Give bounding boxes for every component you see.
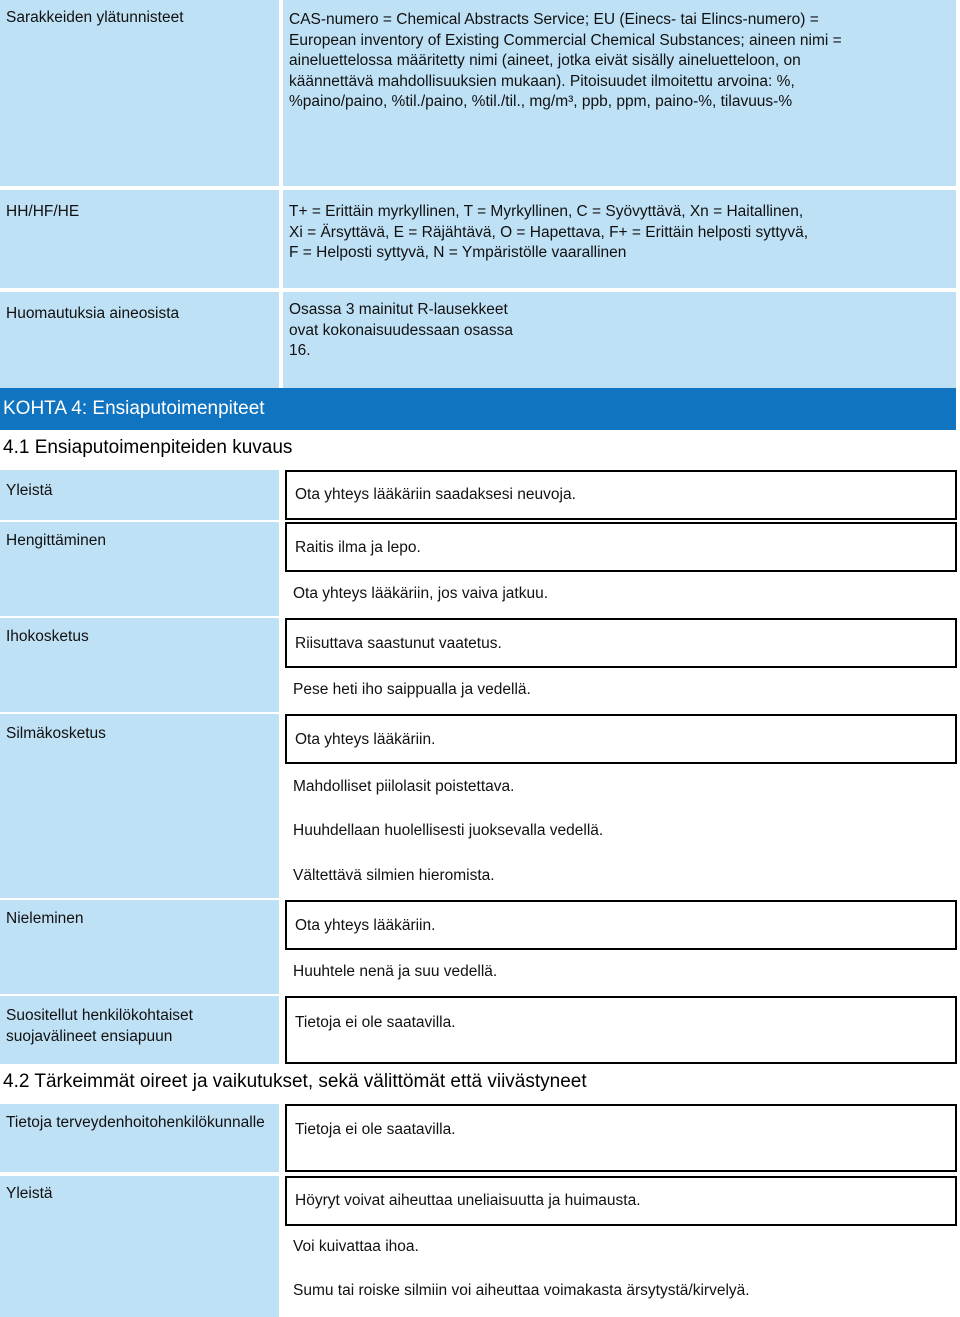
description-line: F = Helposti syttyvä, N = Ympäristölle vaarallinen bbox=[289, 244, 627, 261]
description-line: European inventory of Existing Commercial Chemical Substances; aineen nimi = bbox=[289, 31, 842, 49]
skin-contact-label: Ihokosketus bbox=[6, 628, 89, 645]
health-staff-info-label-cell bbox=[0, 1104, 279, 1172]
ingestion-box-1 bbox=[285, 900, 957, 950]
eye-contact-text-1: Ota yhteys lääkäriin. bbox=[295, 731, 436, 748]
symptoms-general-text-2: Voi kuivattaa ihoa. bbox=[293, 1238, 419, 1255]
health-staff-info-text: Tietoja ei ole saatavilla. bbox=[295, 1121, 456, 1138]
symptoms-general-box-1 bbox=[285, 1176, 957, 1226]
skin-contact-text-2: Pese heti iho saippualla ja vedellä. bbox=[293, 681, 531, 698]
first-aid-general-text: Ota yhteys lääkäriin saadaksesi neuvoja. bbox=[295, 486, 576, 503]
inhalation-label: Hengittäminen bbox=[6, 532, 106, 549]
ingestion-label: Nieleminen bbox=[6, 910, 84, 927]
symptoms-general-text-3: Sumu tai roiske silmiin voi aiheuttaa voimakasta ärsytystä/kirvelyä. bbox=[293, 1282, 750, 1299]
description-line: Xi = Ärsyttävä, E = Räjähtävä, O = Hapettava, F+ = Erittäin helposti syttyvä, bbox=[289, 223, 809, 241]
hazard-symbols-label-cell bbox=[0, 190, 279, 288]
eye-contact-text-2: Mahdolliset piilolasit poistettava. bbox=[293, 778, 515, 795]
inhalation-text-2: Ota yhteys lääkäriin, jos vaiva jatkuu. bbox=[293, 585, 549, 602]
symptoms-general-label: Yleistä bbox=[6, 1185, 53, 1202]
inhalation-box-1 bbox=[285, 522, 957, 572]
ingestion-row-2 bbox=[285, 958, 957, 987]
column-headers-description-cell bbox=[283, 0, 956, 186]
symptoms-general-row-2 bbox=[285, 1233, 957, 1262]
ingestion-label-cell bbox=[0, 900, 279, 994]
skin-contact-row-2 bbox=[285, 676, 957, 705]
section-4-header bbox=[0, 388, 956, 430]
first-aid-general-box bbox=[285, 470, 957, 520]
ingestion-text-2: Huuhtele nenä ja suu vedellä. bbox=[293, 963, 498, 980]
description-line: %paino/paino, %til./paino, %til./til., mg/m³, ppb, ppm, paino-%, tilavuus-% bbox=[289, 93, 793, 110]
subsection-4-1-title: 4.1 Ensiaputoimenpiteiden kuvaus bbox=[3, 437, 293, 458]
description-line: käännettävä mahdollisuuksien mukaan). Pitoisuudet ilmoitettu arvoina: %, bbox=[289, 72, 795, 90]
eye-contact-row-3 bbox=[285, 817, 957, 846]
subsection-4-2-title: 4.2 Tärkeimmät oireet ja vaikutukset, sekä välittömät että viivästyneet bbox=[3, 1071, 587, 1092]
ingredient-notes-label-cell bbox=[0, 292, 279, 388]
eye-contact-label-cell bbox=[0, 714, 279, 898]
inhalation-text-1: Raitis ilma ja lepo. bbox=[295, 539, 421, 556]
description-line: 16. bbox=[289, 342, 311, 359]
eye-contact-text-3: Huuhdellaan huolellisesti juoksevalla vedellä. bbox=[293, 822, 604, 839]
symptoms-general-label-cell bbox=[0, 1176, 279, 1317]
ppe-first-aid-text: Tietoja ei ole saatavilla. bbox=[295, 1014, 456, 1031]
ppe-first-aid-box bbox=[285, 996, 957, 1064]
skin-contact-box-1 bbox=[285, 618, 957, 668]
ppe-first-aid-label-cell bbox=[0, 996, 279, 1064]
description-line: Osassa 3 mainitut R-lausekkeet bbox=[289, 301, 508, 318]
column-headers-label: Sarakkeiden ylätunnisteet bbox=[6, 9, 184, 26]
health-staff-info-label: Tietoja terveydenhoitohenkilökunnalle bbox=[6, 1114, 265, 1131]
eye-contact-box-1 bbox=[285, 714, 957, 764]
ppe-first-aid-label: Suositellut henkilökohtaiset suojavälineet ensiapuun bbox=[6, 1007, 193, 1045]
section-4-title: KOHTA 4: Ensiaputoimenpiteet bbox=[3, 398, 265, 419]
health-staff-info-box bbox=[285, 1104, 957, 1172]
symptoms-general-text-1: Höyryt voivat aiheuttaa uneliaisuutta ja huimausta. bbox=[295, 1192, 641, 1209]
inhalation-row-2 bbox=[285, 580, 957, 609]
eye-contact-row-2 bbox=[285, 773, 957, 802]
skin-contact-text-1: Riisuttava saastunut vaatetus. bbox=[295, 635, 502, 652]
ingredient-notes-description-cell bbox=[283, 292, 956, 388]
description-line: CAS-numero = Chemical Abstracts Service; EU (Einecs- tai Elincs-numero) = bbox=[289, 11, 819, 28]
hazard-symbols-description-cell bbox=[283, 190, 956, 288]
ingestion-text-1: Ota yhteys lääkäriin. bbox=[295, 917, 436, 934]
skin-contact-label-cell bbox=[0, 618, 279, 712]
ingredient-notes-label: Huomautuksia aineosista bbox=[6, 305, 180, 322]
first-aid-general-label-cell bbox=[0, 470, 279, 520]
eye-contact-label: Silmäkosketus bbox=[6, 725, 106, 742]
column-headers-label-cell bbox=[0, 0, 279, 186]
description-line: aineluettelossa määritetty nimi (aineet, jotka eivät sisälly aineluetteloon, on bbox=[289, 52, 801, 69]
description-line: T+ = Erittäin myrkyllinen, T = Myrkyllinen, C = Syövyttävä, Xn = Haitallinen, bbox=[289, 203, 804, 220]
eye-contact-text-4: Vältettävä silmien hieromista. bbox=[293, 867, 495, 884]
eye-contact-row-4 bbox=[285, 862, 957, 891]
description-line: ovat kokonaisuudessaan osassa bbox=[289, 321, 514, 339]
symptoms-general-row-3 bbox=[285, 1277, 957, 1306]
hazard-symbols-label: HH/HF/HE bbox=[6, 203, 80, 220]
first-aid-general-label: Yleistä bbox=[6, 482, 53, 499]
inhalation-label-cell bbox=[0, 522, 279, 616]
